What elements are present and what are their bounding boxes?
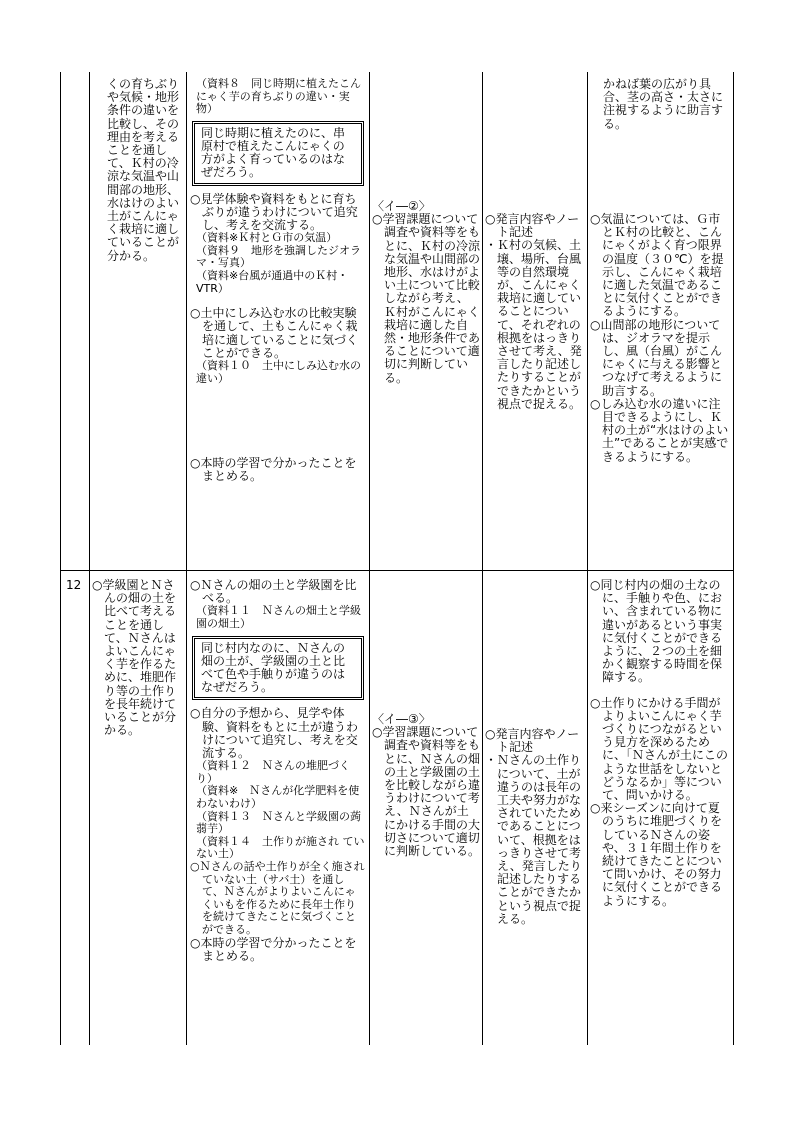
- row2-support-1: ○同じ村内の畑の土なのに、手触りや色、におい、含まれている物に違いがあるという事実に気付くことができるように、２つの土を細かく観察する時間を保障する。: [590, 578, 723, 685]
- row2-source1-c: （資料１３ Ｎさんと学級園の蒟蒻芋）: [196, 809, 361, 836]
- row2-support-3: ○来シーズンに向けて夏のうちに堆肥づくりをしているＮさんの姿や、３１年間土作りを続けてきたことについて問いかけ、その努力に気付くことができるようにする。: [590, 801, 723, 908]
- row1-content: くの育ちぶりや気候・地形条件の違いを比較し、その理由を考えることを通して、Ｋ村の冷涼な気温や山間部の地形、水はけのよい土がこんにゃく栽培に適していることが分かる。: [107, 77, 180, 263]
- row2-task3: ○本時の学習で分かったことをまとめる。: [190, 935, 357, 963]
- row2-task2: ○Ｎさんの話や土作りが全く施されていない土（サバ土）を通して、Ｎさんがよりよいこんにゃくいもを作るために長年土作りを続けてきたことに気づくことができる。: [190, 859, 365, 936]
- row2-number: 12: [66, 578, 82, 592]
- row1-task1: ○見学体験や資料をもとに育ちぶりが違うわけについて追究し、考えを交流する。: [190, 191, 358, 232]
- row1-support-1: ○気温については、Ｇ市とＫ村の比較と、こんにゃくがよく育つ限界の温度（３０℃）を提示し、こんにゃく栽培に適した気温であることに気付くことができるようにする。: [590, 212, 724, 319]
- row2-activities: [190, 579, 366, 963]
- row1-top-source: （資料８ 同じ時期に植えたこんにゃく芋の育ちぶりの違い・実物）: [196, 77, 361, 116]
- row1-source1-b: （資料９ 地形を強調したジオラマ・写真）: [196, 243, 361, 270]
- row1-task3: ○本時の学習で分かったことをまとめる。: [190, 456, 357, 484]
- row1-source2: （資料１０ 土中にしみ込む水の違い）: [196, 358, 361, 385]
- row1-support-2: ○山間部の地形については、ジオラマを提示し、風（台風）がこんにゃくに与える影響とつなげて考えるように助言する。: [590, 317, 723, 398]
- row2-content: [92, 579, 184, 737]
- row2-content-text: ○学級園とＮさんの畑の土を比べて考えることを通して、Ｎさんはよいこんにゃく芋を作るために、堆肥作り等の土作りを長年続けていることが分かる。: [92, 578, 177, 738]
- row2-source1-b: （資料※ Ｎさんが化学肥料を使わないわけ）: [196, 784, 360, 810]
- row1-criteria-text: ○学習課題について調査や資料等をもとに、Ｋ村の冷涼な気温や山間部の地形、水はけがよい土について比較しながら考え、Ｋ村がこんにゃく栽培に適した自然・地形条件であることについて適切に判断している。: [372, 212, 481, 385]
- row2-criteria-tag: 〈イ―③〉: [372, 712, 431, 726]
- row1-source1-a: （資料※Ｋ村とＧ市の気温）: [196, 231, 338, 245]
- row2-task1: ○自分の予想から、見学や体験、資料をもとに土が違うわけについて追究し、考えを交流する。: [190, 706, 359, 761]
- row2-task0: ○Ｎさんの畑の土と学級園を比べる。: [190, 578, 357, 606]
- row1-method-detail: ・Ｋ村の気候、土壌、場所、台風等の自然環境が、こんにゃく栽培に適していることについて、それぞれの根拠をはっきりさせて考え、発言したり記述したりすることができたかという視点で捉える。: [485, 238, 582, 411]
- row1-criteria: [372, 200, 480, 385]
- row2-source1-a: （資料１２ Ｎさんの堆肥づくり）: [196, 759, 350, 785]
- row2-criteria-text: ○学習課題について調査や資料等をもとに、Ｎさんの畑の土と学級園の土を比較しながら違うわけについて考え、Ｎさんが土にかける手間の大切さについて適切に判断している。: [372, 725, 481, 859]
- row1-method-title: ○発言内容やノート記述: [485, 212, 580, 240]
- row1-support-3: ○しみ込む水の違いに注目できるようにし、Ｋ村の土が“水はけのよい土”であることが実感できるようにする。: [590, 396, 729, 464]
- row2-question-text: 同じ村内なのに、Ｎさんの畑の土が、学級園の土と比べて色や手触りが違うのはなぜだろう。: [201, 640, 346, 695]
- row2-method: [485, 728, 585, 926]
- row2-criteria: [372, 713, 480, 858]
- row2-supports: [590, 579, 731, 908]
- row2-method-detail: ・Ｎさんの土作りについて、土が違うのは長年の工夫や努力がなされていたためであることについて、根拠をはっきりさせて考え、発言したり記述したりすることができたかという視点で捉える。: [485, 753, 582, 926]
- row2-source1-d: （資料１４ 土作りが施され ていない土）: [196, 834, 365, 861]
- row1-question-text: 同じ時期に植えたのに、串原村で植えたこんにゃくの方がよく育っているのはなぜだろう。: [201, 125, 346, 180]
- row1-method: [485, 213, 585, 411]
- row2-source0: （資料１１ Ｎさんの畑土と学級園の畑土）: [196, 604, 361, 630]
- row1-criteria-tag: 〈イ―②〉: [372, 199, 431, 213]
- row2-support-2: ○土作りにかける手間がよりよいこんにゃく芋づくりにつながるという見方を深めるために、「Ｎさんが土にこのような世話をしないとどうなるか」等について、問いかける。: [590, 695, 729, 803]
- row1-activities: [190, 78, 366, 484]
- row2-question-box: [192, 636, 364, 701]
- row2-method-title: ○発言内容やノート記述: [485, 727, 580, 755]
- row1-source1-c: （資料※台風が通過中のＫ村・VTR）: [196, 268, 349, 295]
- row1-support-top: かねば葉の広がり具合、茎の高さ・太さに注視するように助言する。: [603, 77, 724, 131]
- row1-supports: [590, 213, 731, 464]
- row1-task2: ○土中にしみ込む水の比較実験を通して、土もこんにゃく栽培に適していることに気づくことができる。: [190, 306, 359, 360]
- row1-question-box: [192, 121, 364, 186]
